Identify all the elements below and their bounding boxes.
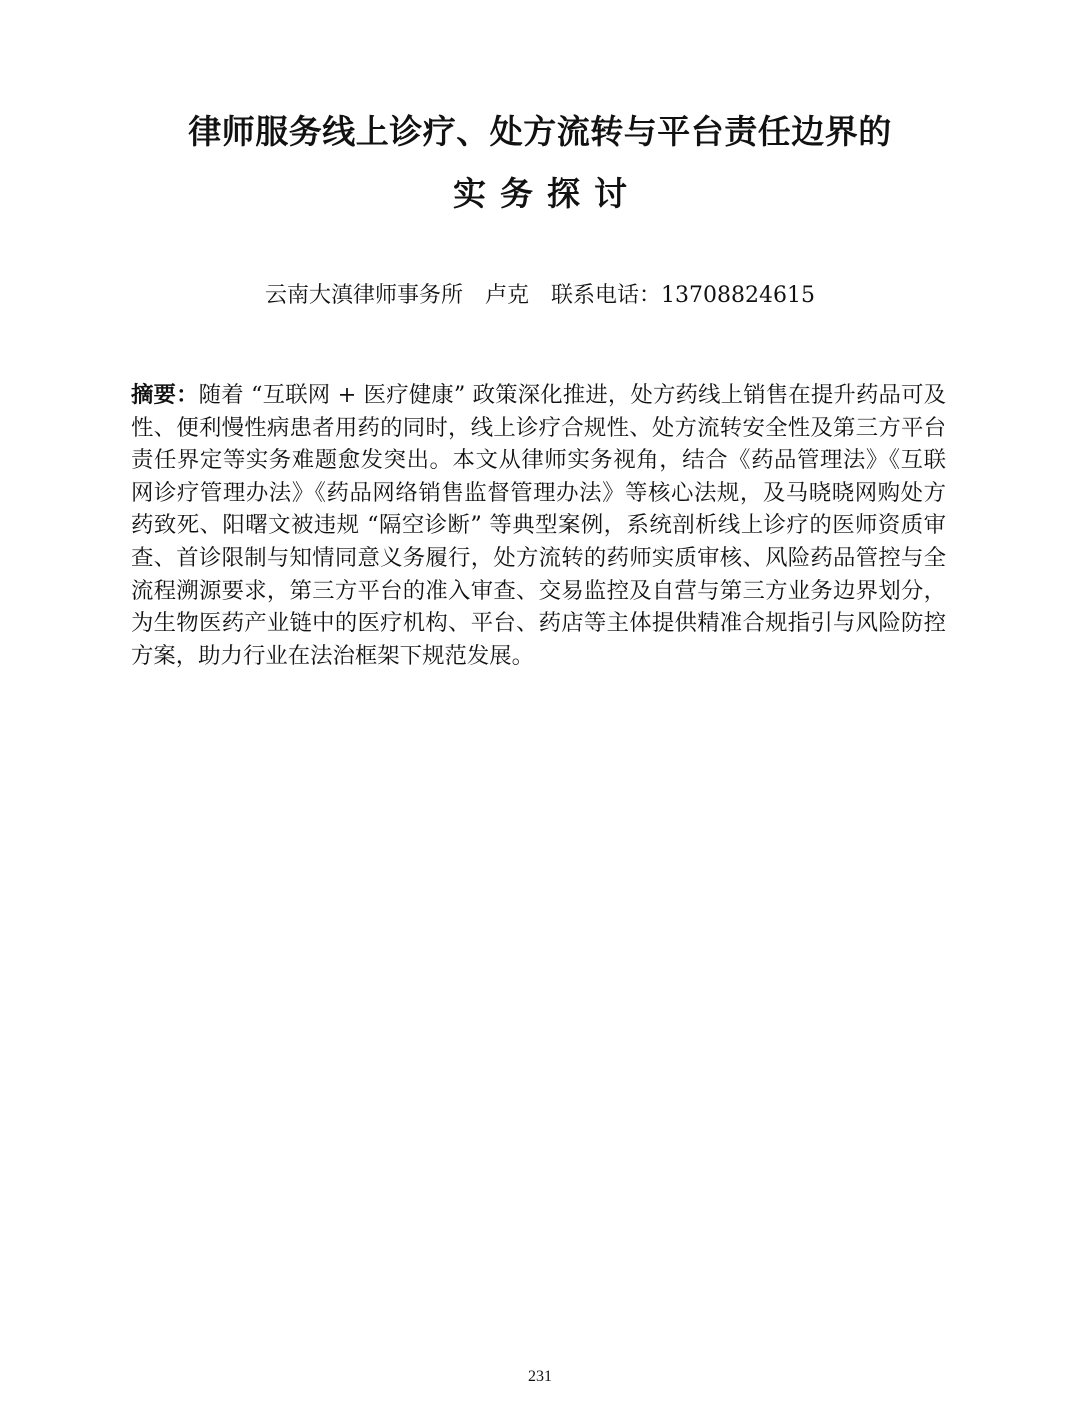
abstract-text: 随着 “互联网 + 医疗健康” 政策深化推进，处方药线上销售在提升药品可及性、便利慢性病患者用药的同时，线上诊疗合规性、处方流转安全性及第三方平台责任界定等实务难题愈发突出。本文从律师实务视角，结合《药品管理法》《互联网诊疗管理办法》《药品网络销售监督管理办法》等核心法规，及马晓晓网购处方药致死、阳曙文被违规 “隔空诊断” 等典型案例，系统剖析线上诊疗的医师资质审查、首诊限制与知情同意义务履行，处方流转的药师实质审核、风险药品管控与全流程溯源要求，第三方平台的准入审查、交易监控及自营与第三方业务边界划分，为生物医药产业链中的医疗机构、平台、药店等主体提供精准合规指引与风险防控方案，助力行业在法治框架下规范发展。 bbox=[131, 382, 947, 669]
page-number: 231 bbox=[528, 1368, 552, 1385]
abstract-paragraph bbox=[131, 379, 946, 672]
title-line-2: 实务探讨 bbox=[453, 174, 641, 213]
abstract-label: 摘要： bbox=[131, 382, 199, 408]
author-byline: 云南大滇律师事务所 卢克 联系电话：13708824615 bbox=[265, 283, 815, 308]
title-line-1: 律师服务线上诊疗、处方流转与平台责任边界的 bbox=[188, 112, 892, 151]
